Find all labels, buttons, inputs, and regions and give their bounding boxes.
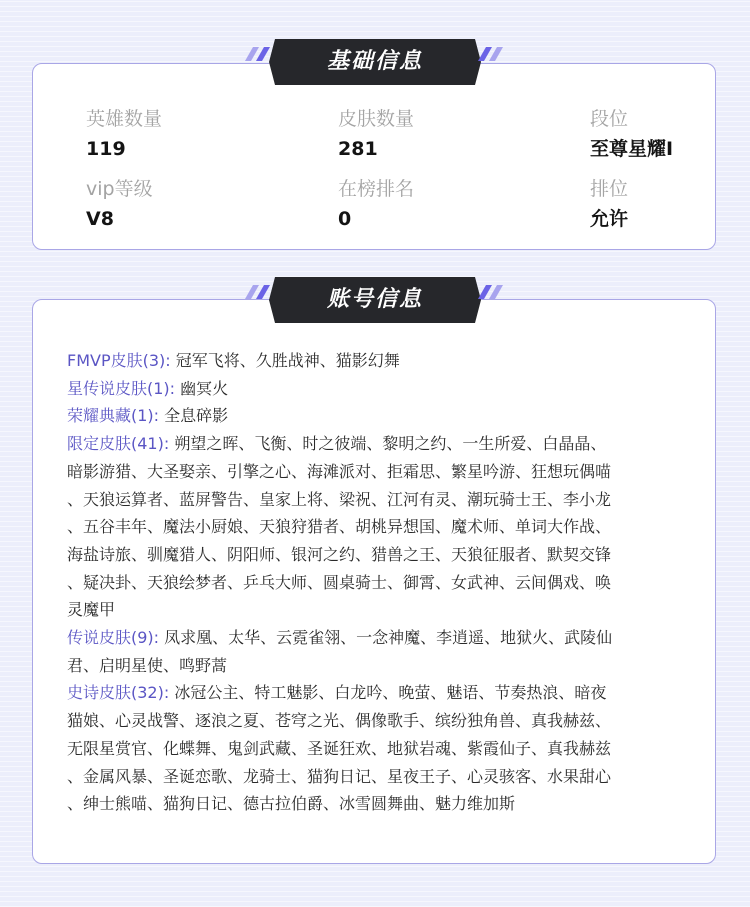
skin-names: 、金属风暴、圣诞恋歌、龙骑士、猫狗日记、星夜王子、心灵骇客、水果甜心 (67, 766, 612, 786)
skin-list-line (67, 347, 697, 375)
skin-list-line (67, 375, 697, 403)
skin-list-line (67, 735, 697, 763)
skin-category-label: 限定皮肤(41): (67, 434, 170, 454)
vip-value: V8 (86, 208, 114, 230)
vip-label: vip等级 (86, 178, 153, 200)
skin-names: 朔望之晖、飞衡、时之彼端、黎明之约、一生所爱、白晶晶、 (169, 434, 607, 454)
skin-count-label: 皮肤数量 (338, 108, 415, 130)
skin-names: 无限星赏官、化蝶舞、鬼剑武藏、圣诞狂欢、地狱岩魂、紫霞仙子、真我赫兹 (67, 738, 612, 758)
board-rank-value: 0 (338, 208, 352, 230)
skin-list-line (67, 624, 697, 652)
skin-list-line (67, 569, 697, 597)
ranking-stat (590, 177, 628, 231)
account-info-section-title (245, 277, 505, 323)
hero-count-value: 119 (86, 138, 126, 160)
skin-names: 、五谷丰年、魔法小厨娘、天狼狩猎者、胡桃异想国、魔术师、单词大作战、 (67, 517, 612, 537)
rank-stat (590, 107, 673, 161)
ranking-value: 允许 (590, 208, 629, 230)
skin-list-line (67, 679, 697, 707)
account-info-title: 账号信息 (326, 287, 423, 312)
hero-count-label: 英雄数量 (86, 108, 163, 130)
skin-names: 猫娘、心灵战警、逐浪之夏、苍穹之光、偶像歌手、缤纷独角兽、真我赫兹、 (67, 711, 612, 731)
skin-names: 全息碎影 (159, 406, 229, 426)
ranking-label: 排位 (590, 178, 629, 200)
skin-names: 暗影游猎、大圣娶亲、引擎之心、海滩派对、拒霜思、繁星吟游、狂想玩偶喵 (67, 461, 612, 481)
skin-category-label: FMVP皮肤(3): (67, 351, 171, 370)
skin-list-line (67, 458, 697, 486)
skin-category-label: 荣耀典藏(1): (67, 406, 160, 426)
skin-list-line (67, 652, 697, 680)
skin-names: 、天狼运算者、蓝屏警告、皇家上将、梁祝、江河有灵、潮玩骑士王、李小龙 (67, 489, 612, 509)
skin-names: 、疑决卦、天狼绘梦者、乒乓大师、圆桌骑士、御霄、女武神、云间偶戏、唤 (67, 572, 612, 592)
skin-category-label: 星传说皮肤(1): (67, 378, 176, 398)
skin-names: 、绅士熊喵、猫狗日记、德古拉伯爵、冰雪圆舞曲、魅力维加斯 (67, 794, 516, 814)
skin-names: 幽冥火 (175, 378, 229, 398)
skin-list-line (67, 707, 697, 735)
basic-info-card (32, 63, 716, 250)
rank-value: 至尊星耀I (590, 138, 674, 160)
basic-info-section-title (245, 39, 505, 85)
skin-list-line (67, 790, 697, 818)
basic-info-title: 基础信息 (326, 49, 423, 74)
skin-list-line (67, 513, 697, 541)
skin-names: 冠军飞将、久胜战神、猫影幻舞 (170, 351, 400, 370)
skin-list (67, 347, 697, 818)
skin-names: 冰冠公主、特工魅影、白龙吟、晚萤、魅语、节奏热浪、暗夜 (169, 683, 607, 703)
skin-names: 凤求凰、太华、云霓雀翎、一念神魔、李逍遥、地狱火、武陵仙 (159, 628, 613, 648)
vip-stat (86, 177, 153, 231)
skin-list-line (67, 596, 697, 624)
skin-names: 海盐诗旅、驯魔猎人、阴阳师、银河之约、猎兽之王、天狼征服者、默契交锋 (67, 544, 612, 564)
board-rank-stat (338, 177, 414, 231)
skin-list-line (67, 763, 697, 791)
rank-label: 段位 (590, 108, 629, 130)
skin-list-line (67, 486, 697, 514)
skin-category-label: 史诗皮肤(32): (67, 683, 170, 703)
account-info-card (32, 299, 716, 864)
skin-count-value: 281 (338, 138, 378, 160)
skin-names: 灵魔甲 (67, 600, 116, 620)
skin-list-line (67, 430, 697, 458)
skin-category-label: 传说皮肤(9): (67, 628, 160, 648)
skin-list-line (67, 541, 697, 569)
skin-names: 君、启明星使、鸣野蒿 (67, 655, 228, 675)
hero-count-stat (86, 107, 162, 161)
skin-list-line (67, 402, 697, 430)
skin-count-stat (338, 107, 414, 161)
board-rank-label: 在榜排名 (338, 178, 415, 200)
